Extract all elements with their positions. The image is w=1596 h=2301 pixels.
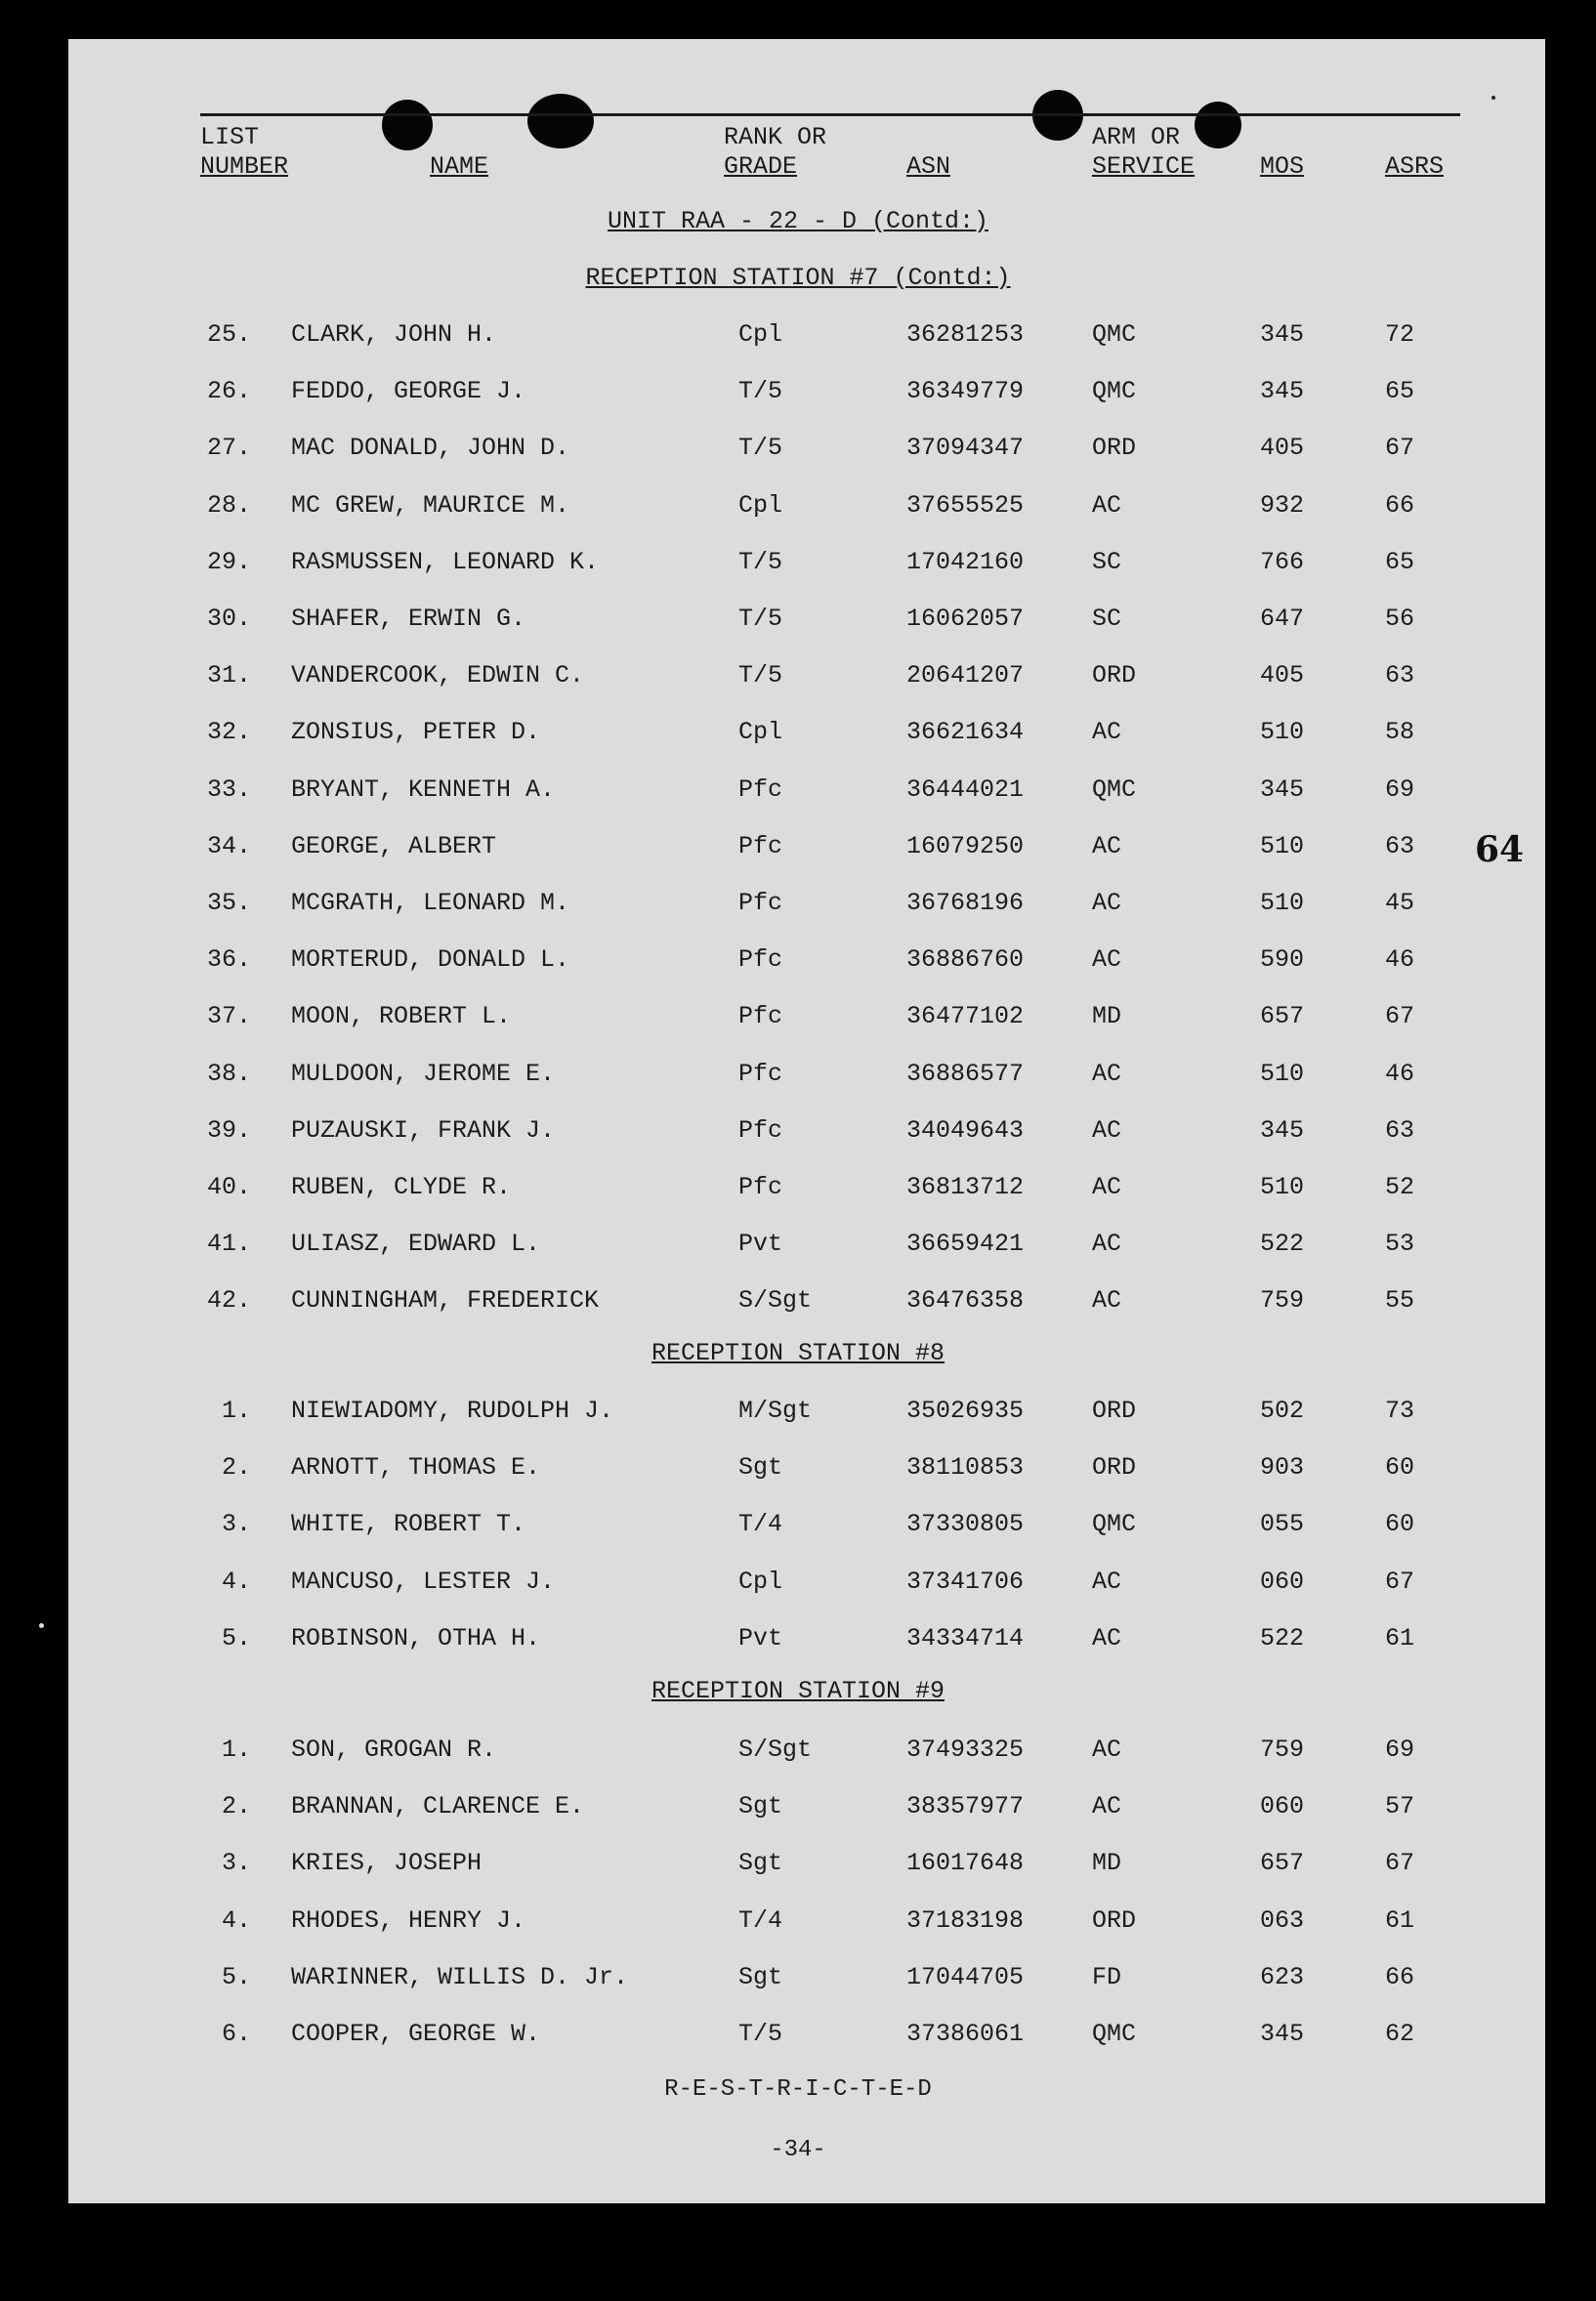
cell-asn: 37183198: [906, 1906, 1025, 1935]
cell-arm: AC: [1092, 1116, 1122, 1145]
cell-arm: AC: [1092, 491, 1122, 520]
cell-asrs: 60: [1385, 1510, 1415, 1538]
cell-mos: 060: [1260, 1568, 1305, 1596]
cell-arm: AC: [1092, 945, 1122, 974]
cell-name: BRANNAN, CLARENCE E.: [291, 1792, 585, 1820]
cell-arm: AC: [1092, 1230, 1122, 1258]
cell-asrs: 61: [1385, 1906, 1415, 1935]
header-name: NAME: [430, 152, 489, 181]
header-grade-label: GRADE: [724, 152, 798, 181]
cell-grade: Pvt: [738, 1230, 783, 1258]
cell-name: MULDOON, JEROME E.: [291, 1060, 556, 1088]
cell-asn: 36886577: [906, 1060, 1025, 1088]
cell-name: GEORGE, ALBERT: [291, 832, 497, 860]
cell-arm: ORD: [1092, 1397, 1137, 1425]
cell-num: 37.: [206, 1002, 251, 1030]
cell-num: 33.: [206, 775, 251, 804]
cell-arm: QMC: [1092, 377, 1137, 405]
cell-num: 29.: [206, 548, 251, 576]
cell-name: BRYANT, KENNETH A.: [291, 775, 556, 804]
cell-asrs: 67: [1385, 1568, 1415, 1596]
cell-name: VANDERCOOK, EDWIN C.: [291, 661, 585, 690]
table-row: [0, 1904, 1596, 1938]
cell-asn: 20641207: [906, 661, 1025, 690]
cell-arm: ORD: [1092, 661, 1137, 690]
cell-asn: 36444021: [906, 775, 1025, 804]
table-row: [0, 1284, 1596, 1318]
cell-asrs: 67: [1385, 1002, 1415, 1030]
cell-arm: AC: [1092, 1060, 1122, 1088]
cell-asrs: 63: [1385, 661, 1415, 690]
cell-num: 35.: [206, 889, 251, 917]
table-row: [0, 546, 1596, 579]
cell-asrs: 58: [1385, 718, 1415, 746]
table-row: [0, 1395, 1596, 1428]
cell-arm: ORD: [1092, 1906, 1137, 1935]
cell-name: ARNOTT, THOMAS E.: [291, 1453, 541, 1482]
cell-asn: 38357977: [906, 1792, 1025, 1820]
cell-mos: 657: [1260, 1002, 1305, 1030]
cell-arm: AC: [1092, 1624, 1122, 1653]
cell-grade: M/Sgt: [738, 1397, 813, 1425]
cell-asn: 37386061: [906, 2020, 1025, 2048]
cell-asrs: 55: [1385, 1286, 1415, 1315]
punch-hole: [1195, 102, 1241, 148]
header-list-number: [200, 123, 288, 182]
cell-asrs: 69: [1385, 1736, 1415, 1764]
cell-mos: 522: [1260, 1624, 1305, 1653]
cell-mos: 903: [1260, 1453, 1305, 1482]
table-row: [0, 1790, 1596, 1823]
cell-mos: 510: [1260, 832, 1305, 860]
cell-asn: 37094347: [906, 434, 1025, 462]
cell-mos: 510: [1260, 718, 1305, 746]
cell-grade: Cpl: [738, 491, 783, 520]
cell-grade: T/5: [738, 605, 783, 633]
cell-grade: S/Sgt: [738, 1286, 813, 1315]
table-row: [0, 1847, 1596, 1880]
cell-asrs: 46: [1385, 945, 1415, 974]
cell-mos: 647: [1260, 605, 1305, 633]
cell-num: 4.: [221, 1906, 251, 1935]
cell-grade: Pfc: [738, 1173, 783, 1201]
cell-grade: Pfc: [738, 1116, 783, 1145]
table-row: [0, 489, 1596, 523]
header-asrs: ASRS: [1385, 152, 1445, 181]
punch-hole: [527, 94, 594, 148]
table-row: [0, 318, 1596, 352]
cell-asrs: 46: [1385, 1060, 1415, 1088]
cell-name: KRIES, JOSEPH: [291, 1849, 483, 1877]
cell-asrs: 65: [1385, 377, 1415, 405]
cell-mos: 055: [1260, 1510, 1305, 1538]
cell-asrs: 67: [1385, 1849, 1415, 1877]
cell-num: 34.: [206, 832, 251, 860]
cell-grade: T/5: [738, 661, 783, 690]
cell-arm: MD: [1092, 1002, 1122, 1030]
cell-num: 2.: [221, 1453, 251, 1482]
table-row: [0, 2018, 1596, 2051]
cell-asrs: 63: [1385, 832, 1415, 860]
cell-mos: 063: [1260, 1906, 1305, 1935]
cell-asn: 36476358: [906, 1286, 1025, 1315]
section-title-rs7: RECEPTION STATION #7 (Contd:): [585, 264, 1011, 292]
cell-mos: 405: [1260, 661, 1305, 690]
cell-asn: 34334714: [906, 1624, 1025, 1653]
cell-grade: Sgt: [738, 1963, 783, 1991]
header-number-label: NUMBER: [200, 152, 289, 181]
cell-mos: 623: [1260, 1963, 1305, 1991]
cell-mos: 932: [1260, 491, 1305, 520]
cell-num: 26.: [206, 377, 251, 405]
cell-asrs: 69: [1385, 775, 1415, 804]
cell-grade: Sgt: [738, 1453, 783, 1482]
cell-name: MORTERUD, DONALD L.: [291, 945, 570, 974]
cell-asn: 38110853: [906, 1453, 1025, 1482]
cell-asn: 37493325: [906, 1736, 1025, 1764]
cell-asn: 36281253: [906, 320, 1025, 349]
table-row: [0, 432, 1596, 465]
section-title-rs9: RECEPTION STATION #9: [651, 1677, 945, 1705]
cell-asrs: 73: [1385, 1397, 1415, 1425]
cell-grade: Pfc: [738, 1002, 783, 1030]
cell-name: ULIASZ, EDWARD L.: [291, 1230, 541, 1258]
cell-arm: SC: [1092, 605, 1122, 633]
cell-grade: Pfc: [738, 1060, 783, 1088]
cell-num: 3.: [221, 1510, 251, 1538]
cell-grade: Pfc: [738, 775, 783, 804]
page-number: -34-: [770, 2137, 826, 2163]
cell-name: FEDDO, GEORGE J.: [291, 377, 526, 405]
cell-num: 39.: [206, 1116, 251, 1145]
table-row: [0, 1451, 1596, 1485]
cell-name: MAC DONALD, JOHN D.: [291, 434, 570, 462]
cell-grade: T/5: [738, 434, 783, 462]
cell-grade: Sgt: [738, 1849, 783, 1877]
cell-asn: 36768196: [906, 889, 1025, 917]
cell-mos: 510: [1260, 1173, 1305, 1201]
table-row: [0, 1734, 1596, 1767]
cell-grade: Cpl: [738, 320, 783, 349]
cell-arm: AC: [1092, 832, 1122, 860]
cell-name: MC GREW, MAURICE M.: [291, 491, 570, 520]
cell-asn: 34049643: [906, 1116, 1025, 1145]
cell-num: 4.: [221, 1568, 251, 1596]
cell-num: 42.: [206, 1286, 251, 1315]
cell-num: 1.: [221, 1397, 251, 1425]
table-row: [0, 375, 1596, 408]
cell-arm: ORD: [1092, 434, 1137, 462]
cell-arm: FD: [1092, 1963, 1122, 1991]
cell-grade: S/Sgt: [738, 1736, 813, 1764]
header-asn: ASN: [906, 152, 951, 181]
cell-grade: T/5: [738, 377, 783, 405]
cell-mos: 510: [1260, 1060, 1305, 1088]
table-row: [0, 603, 1596, 636]
table-row: [0, 716, 1596, 749]
cell-asrs: 66: [1385, 491, 1415, 520]
table-row: [0, 830, 1596, 863]
cell-mos: 657: [1260, 1849, 1305, 1877]
cell-asn: 36349779: [906, 377, 1025, 405]
cell-num: 5.: [221, 1624, 251, 1653]
cell-asrs: 57: [1385, 1792, 1415, 1820]
cell-name: WHITE, ROBERT T.: [291, 1510, 526, 1538]
cell-grade: Cpl: [738, 718, 783, 746]
cell-num: 30.: [206, 605, 251, 633]
cell-arm: QMC: [1092, 775, 1137, 804]
cell-asn: 37341706: [906, 1568, 1025, 1596]
cell-mos: 345: [1260, 377, 1305, 405]
cell-asrs: 60: [1385, 1453, 1415, 1482]
cell-mos: 345: [1260, 2020, 1305, 2048]
cell-name: MCGRATH, LEONARD M.: [291, 889, 570, 917]
cell-grade: Pvt: [738, 1624, 783, 1653]
cell-asn: 37655525: [906, 491, 1025, 520]
cell-num: 28.: [206, 491, 251, 520]
cell-name: ROBINSON, OTHA H.: [291, 1624, 541, 1653]
cell-name: NIEWIADOMY, RUDOLPH J.: [291, 1397, 614, 1425]
cell-asn: 35026935: [906, 1397, 1025, 1425]
cell-asrs: 61: [1385, 1624, 1415, 1653]
cell-asn: 36477102: [906, 1002, 1025, 1030]
cell-arm: AC: [1092, 1286, 1122, 1315]
cell-asrs: 72: [1385, 320, 1415, 349]
cell-asn: 36659421: [906, 1230, 1025, 1258]
cell-arm: MD: [1092, 1849, 1122, 1877]
cell-num: 40.: [206, 1173, 251, 1201]
cell-name: CUNNINGHAM, FREDERICK: [291, 1286, 600, 1315]
cell-asn: 16017648: [906, 1849, 1025, 1877]
cell-num: 5.: [221, 1963, 251, 1991]
cell-name: RHODES, HENRY J.: [291, 1906, 526, 1935]
table-row: [0, 1961, 1596, 1994]
cell-grade: T/4: [738, 1906, 783, 1935]
cell-name: WARINNER, WILLIS D. Jr.: [291, 1963, 629, 1991]
cell-num: 31.: [206, 661, 251, 690]
cell-num: 38.: [206, 1060, 251, 1088]
table-row: [0, 659, 1596, 692]
cell-mos: 759: [1260, 1736, 1305, 1764]
cell-asrs: 56: [1385, 605, 1415, 633]
cell-mos: 522: [1260, 1230, 1305, 1258]
cell-asn: 36886760: [906, 945, 1025, 974]
table-row: [0, 1171, 1596, 1204]
header-list-label: LIST: [200, 123, 260, 151]
cell-asn: 16062057: [906, 605, 1025, 633]
cell-num: 1.: [221, 1736, 251, 1764]
cell-grade: Cpl: [738, 1568, 783, 1596]
cell-mos: 766: [1260, 548, 1305, 576]
cell-num: 27.: [206, 434, 251, 462]
cell-grade: Pfc: [738, 945, 783, 974]
table-row: [0, 943, 1596, 977]
table-row: [0, 1114, 1596, 1148]
header-rank-or-grade: [724, 123, 826, 182]
cell-grade: T/5: [738, 2020, 783, 2048]
cell-arm: AC: [1092, 1568, 1122, 1596]
cell-asn: 36813712: [906, 1173, 1025, 1201]
cell-arm: AC: [1092, 1173, 1122, 1201]
cell-arm: AC: [1092, 1736, 1122, 1764]
cell-asn: 17042160: [906, 548, 1025, 576]
cell-mos: 345: [1260, 320, 1305, 349]
table-row: [0, 1508, 1596, 1541]
cell-mos: 510: [1260, 889, 1305, 917]
table-row: [0, 1000, 1596, 1033]
header-arm-label: ARM OR: [1092, 123, 1181, 151]
punch-hole: [382, 100, 433, 150]
cell-num: 3.: [221, 1849, 251, 1877]
table-row: [0, 1058, 1596, 1091]
cell-arm: AC: [1092, 718, 1122, 746]
cell-mos: 590: [1260, 945, 1305, 974]
header-rank-label: RANK OR: [724, 123, 827, 151]
cell-name: MANCUSO, LESTER J.: [291, 1568, 556, 1596]
cell-asrs: 53: [1385, 1230, 1415, 1258]
cell-mos: 759: [1260, 1286, 1305, 1315]
cell-grade: T/5: [738, 548, 783, 576]
table-row: [0, 887, 1596, 920]
cell-name: MOON, ROBERT L.: [291, 1002, 512, 1030]
cell-num: 32.: [206, 718, 251, 746]
header-service-label: SERVICE: [1092, 152, 1196, 181]
cell-asn: 17044705: [906, 1963, 1025, 1991]
cell-asn: 37330805: [906, 1510, 1025, 1538]
cell-num: 25.: [206, 320, 251, 349]
restricted-footer: R-E-S-T-R-I-C-T-E-D: [664, 2076, 932, 2103]
cell-name: COOPER, GEORGE W.: [291, 2020, 541, 2048]
cell-asrs: 65: [1385, 548, 1415, 576]
cell-asrs: 66: [1385, 1963, 1415, 1991]
cell-arm: AC: [1092, 1792, 1122, 1820]
table-row: [0, 774, 1596, 807]
header-arm-or-service: [1092, 123, 1195, 182]
cell-name: SON, GROGAN R.: [291, 1736, 497, 1764]
cell-mos: 405: [1260, 434, 1305, 462]
header-rule: [200, 113, 1460, 116]
table-row: [0, 1228, 1596, 1261]
dust-speck: [1491, 96, 1495, 100]
cell-grade: T/4: [738, 1510, 783, 1538]
cell-arm: QMC: [1092, 1510, 1137, 1538]
cell-num: 6.: [221, 2020, 251, 2048]
cell-mos: 345: [1260, 1116, 1305, 1145]
cell-grade: Sgt: [738, 1792, 783, 1820]
cell-arm: QMC: [1092, 320, 1137, 349]
cell-mos: 060: [1260, 1792, 1305, 1820]
cell-name: RASMUSSEN, LEONARD K.: [291, 548, 600, 576]
table-row: [0, 1622, 1596, 1655]
cell-asrs: 52: [1385, 1173, 1415, 1201]
unit-title: UNIT RAA - 22 - D (Contd:): [607, 207, 989, 235]
cell-num: 41.: [206, 1230, 251, 1258]
cell-num: 36.: [206, 945, 251, 974]
cell-name: PUZAUSKI, FRANK J.: [291, 1116, 556, 1145]
cell-mos: 502: [1260, 1397, 1305, 1425]
cell-asrs: 67: [1385, 434, 1415, 462]
cell-num: 2.: [221, 1792, 251, 1820]
cell-name: RUBEN, CLYDE R.: [291, 1173, 512, 1201]
cell-grade: Pfc: [738, 832, 783, 860]
cell-arm: SC: [1092, 548, 1122, 576]
cell-asrs: 62: [1385, 2020, 1415, 2048]
cell-arm: AC: [1092, 889, 1122, 917]
cell-name: CLARK, JOHN H.: [291, 320, 497, 349]
cell-arm: QMC: [1092, 2020, 1137, 2048]
cell-name: SHAFER, ERWIN G.: [291, 605, 526, 633]
section-title-rs8: RECEPTION STATION #8: [651, 1339, 945, 1367]
cell-asrs: 45: [1385, 889, 1415, 917]
cell-mos: 345: [1260, 775, 1305, 804]
margin-page-number: 64: [1475, 829, 1525, 870]
cell-asn: 16079250: [906, 832, 1025, 860]
header-mos: MOS: [1260, 152, 1305, 181]
table-row: [0, 1566, 1596, 1599]
cell-asrs: 63: [1385, 1116, 1415, 1145]
cell-grade: Pfc: [738, 889, 783, 917]
cell-name: ZONSIUS, PETER D.: [291, 718, 541, 746]
cell-asn: 36621634: [906, 718, 1025, 746]
cell-arm: ORD: [1092, 1453, 1137, 1482]
